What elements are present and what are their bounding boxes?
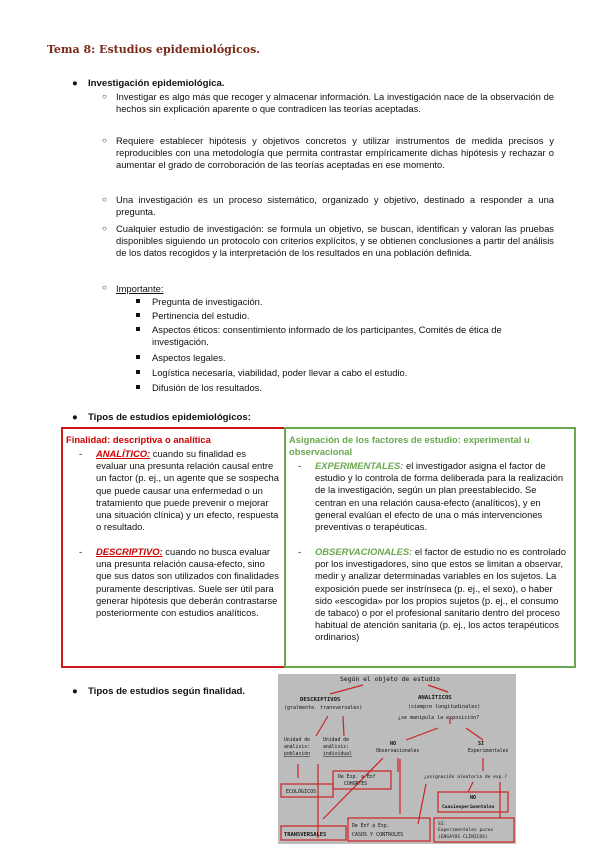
keyword: OBSERVACIONALES: bbox=[315, 546, 413, 557]
item-text: Cualquier estudio de investigación: se formula un objetivo, se buscan, identifican y valoran las pruebas disponibles siguiendo un protocolo con criterios explícitos, y se obtienen conclusiones a partir del análisis de los datos recogidos y la interpretación de los resultados en una población definida. bbox=[116, 223, 554, 259]
square-bullet bbox=[136, 313, 140, 317]
asignacion-box bbox=[284, 427, 576, 668]
section-heading: Tipos de estudios según finalidad. bbox=[88, 686, 246, 697]
item-text: Pregunta de investigación. bbox=[152, 296, 263, 307]
definition: el factor de estudio no es controlado por los investigadores, sino que estos se limitan a observar, medir y analizar determinadas variables en los sujetos. La exposición puede ser instrínseca (p. ej., el sexo), o haber sido «escogida» por los propios sujetos (p. ej., el consumo de tabaco) o por el profesional sanitario dentro del proceso habitual de atención sanitaria (p. ej., los actos terapéuticos ordinarios) bbox=[315, 546, 566, 643]
circle-bullet: ○ bbox=[102, 283, 107, 292]
list-item bbox=[136, 324, 546, 348]
unidad-poblacion-3: población bbox=[284, 752, 310, 757]
box-exp-enf-1: De Exp. a Enf bbox=[338, 775, 376, 780]
node-no: NO bbox=[390, 741, 397, 747]
unidad-individual-1: Unidad de bbox=[323, 738, 349, 743]
important-text: Importante: bbox=[116, 283, 164, 294]
item-text: Aspectos éticos: consentimiento informado de los participantes, Comités de ética de investigación. bbox=[152, 324, 502, 348]
node-descriptivos: DESCRIPTIVOS bbox=[300, 697, 341, 703]
list-item bbox=[79, 448, 279, 533]
item-text bbox=[315, 546, 568, 644]
unidad-poblacion-1: Unidad de bbox=[284, 738, 310, 743]
bullet: ● bbox=[72, 78, 78, 89]
square-bullet bbox=[136, 327, 140, 331]
page-title: Tema 8: Estudios epidemiológicos. bbox=[47, 43, 261, 56]
box-si-puros-1: SI: bbox=[438, 822, 447, 827]
bullet: ● bbox=[72, 686, 78, 697]
item-text: Investigar es algo más que recoger y almacenar información. La investigación nace de la observación de hechos sin explicación aparente o que contradicen las teorías aceptadas. bbox=[116, 91, 554, 115]
study-types-diagram bbox=[278, 674, 516, 844]
dash-bullet: - bbox=[298, 460, 302, 471]
dash-bullet: - bbox=[79, 546, 83, 557]
item-text: Logística necesaria, viabilidad, poder llevar a cabo el estudio. bbox=[152, 367, 408, 378]
keyword: DESCRIPTIVO: bbox=[96, 546, 163, 557]
list-item bbox=[79, 546, 279, 619]
square-bullet bbox=[136, 370, 140, 374]
list-item bbox=[136, 382, 546, 394]
list-item bbox=[136, 296, 546, 308]
square-bullet bbox=[136, 299, 140, 303]
list-item bbox=[136, 352, 546, 364]
circle-bullet: ○ bbox=[102, 136, 107, 145]
list-item bbox=[102, 91, 554, 115]
keyword: EXPERIMENTALES: bbox=[315, 460, 404, 471]
box-no-cuasi-2: Cuasiexperimentales bbox=[442, 805, 495, 810]
circle-bullet: ○ bbox=[102, 224, 107, 233]
dash-bullet: - bbox=[79, 448, 83, 459]
node-asignacion: ¿asignación aleatoria de exp.? bbox=[424, 775, 507, 780]
node-analiticos-sub: (siempre longitudinales) bbox=[408, 704, 481, 710]
section-heading: Tipos de estudios epidemiológicos: bbox=[88, 412, 251, 423]
item-text: Una investigación es un proceso sistemático, organizado y objetivo, destinado a responder a una pregunta. bbox=[116, 194, 554, 218]
unidad-individual-3: individual bbox=[323, 752, 352, 757]
box-transversales: TRANSVERSALES bbox=[284, 832, 327, 838]
list-item bbox=[298, 546, 568, 644]
unidad-poblacion-2: análisis: bbox=[284, 745, 310, 750]
bullet: ● bbox=[72, 412, 78, 423]
node-observacionales: Observacionales bbox=[376, 749, 420, 754]
finalidad-box bbox=[61, 427, 286, 668]
item-text bbox=[96, 448, 279, 533]
list-item bbox=[102, 223, 554, 260]
definition: cuando no busca evaluar una presunta relación causa-efecto, sino que sus datos son utilizados con finalidades puramente descriptivas. Suele ser útil para generar hipótesis que deberán contrastarse posteriormente con estudios analíticos. bbox=[96, 546, 279, 619]
box-enf-exp-1: De Enf a Exp. bbox=[352, 824, 390, 829]
dash-bullet: - bbox=[298, 546, 302, 557]
box-header: Asignación de los factores de estudio: experimental u observacional bbox=[289, 434, 530, 458]
unidad-individual-2: análisis: bbox=[323, 745, 349, 750]
box-enf-exp-2: CASOS Y CONTROLES bbox=[352, 832, 404, 838]
box-no-cuasi-1: NO bbox=[470, 795, 477, 801]
list-item bbox=[102, 194, 554, 218]
circle-bullet: ○ bbox=[102, 195, 107, 204]
box-ecologicos: ECOLÓGICOS bbox=[286, 789, 317, 795]
square-bullet bbox=[136, 385, 140, 389]
box-exp-enf-2: COHORTES bbox=[344, 782, 368, 787]
section-heading: Investigación epidemiológica. bbox=[88, 78, 225, 89]
item-text: Difusión de los resultados. bbox=[152, 382, 262, 393]
item-text: Aspectos legales. bbox=[152, 352, 226, 363]
definition: cuando su finalidad es evaluar una presunta relación causal entre un factor (p. ej., un agente que se sospecha que puede causar una enfermedad o un tratamiento que puede prevenir o mejorar una situación clínica) y un efecto, respuesta o resultado. bbox=[96, 448, 279, 533]
node-manipula: ¿se manipula la exposición? bbox=[398, 715, 480, 721]
diagram-title: Según el objeto de estudio bbox=[340, 675, 441, 683]
box-si-puros-3: (ENSAYOS CLÍNICOS) bbox=[438, 835, 488, 840]
keyword: ANALÍTICO: bbox=[96, 448, 151, 459]
node-experimentales: Experimentales bbox=[468, 749, 509, 754]
list-item bbox=[136, 310, 546, 322]
item-text: Requiere establecer hipótesis y objetivos concretos y utilizar instrumentos de medida precisos y reproducibles con una metodología que permita contrastar empíricamente dichas hipótesis y rechazar o aumentar el grado de corroboración de las teorías aceptadas en ese momento. bbox=[116, 135, 554, 171]
box-si-puros-2: Experimentales puros bbox=[438, 828, 494, 833]
item-text: Pertinencia del estudio. bbox=[152, 310, 250, 321]
list-item bbox=[102, 135, 554, 172]
box-header: Finalidad: descriptiva o analítica bbox=[66, 434, 211, 445]
node-analiticos: ANALÍTICOS bbox=[418, 695, 452, 701]
node-si: SI bbox=[478, 741, 485, 747]
item-text bbox=[96, 546, 279, 619]
circle-bullet: ○ bbox=[102, 92, 107, 101]
definition: el investigador asigna el factor de estudio y lo controla de forma deliberada para la realización de la investigación, según un plan preestablecido. Se centran en una relación causa-efecto (analíticos), y en general evalúan el efecto de una o más intervenciones preventivas o terapéuticas. bbox=[315, 460, 564, 533]
list-item bbox=[136, 367, 546, 379]
list-item bbox=[298, 460, 568, 533]
node-descriptivos-sub: (gralmente. transversales) bbox=[284, 705, 363, 711]
diagram-svg bbox=[278, 674, 516, 844]
item-text bbox=[315, 460, 568, 533]
square-bullet bbox=[136, 355, 140, 359]
